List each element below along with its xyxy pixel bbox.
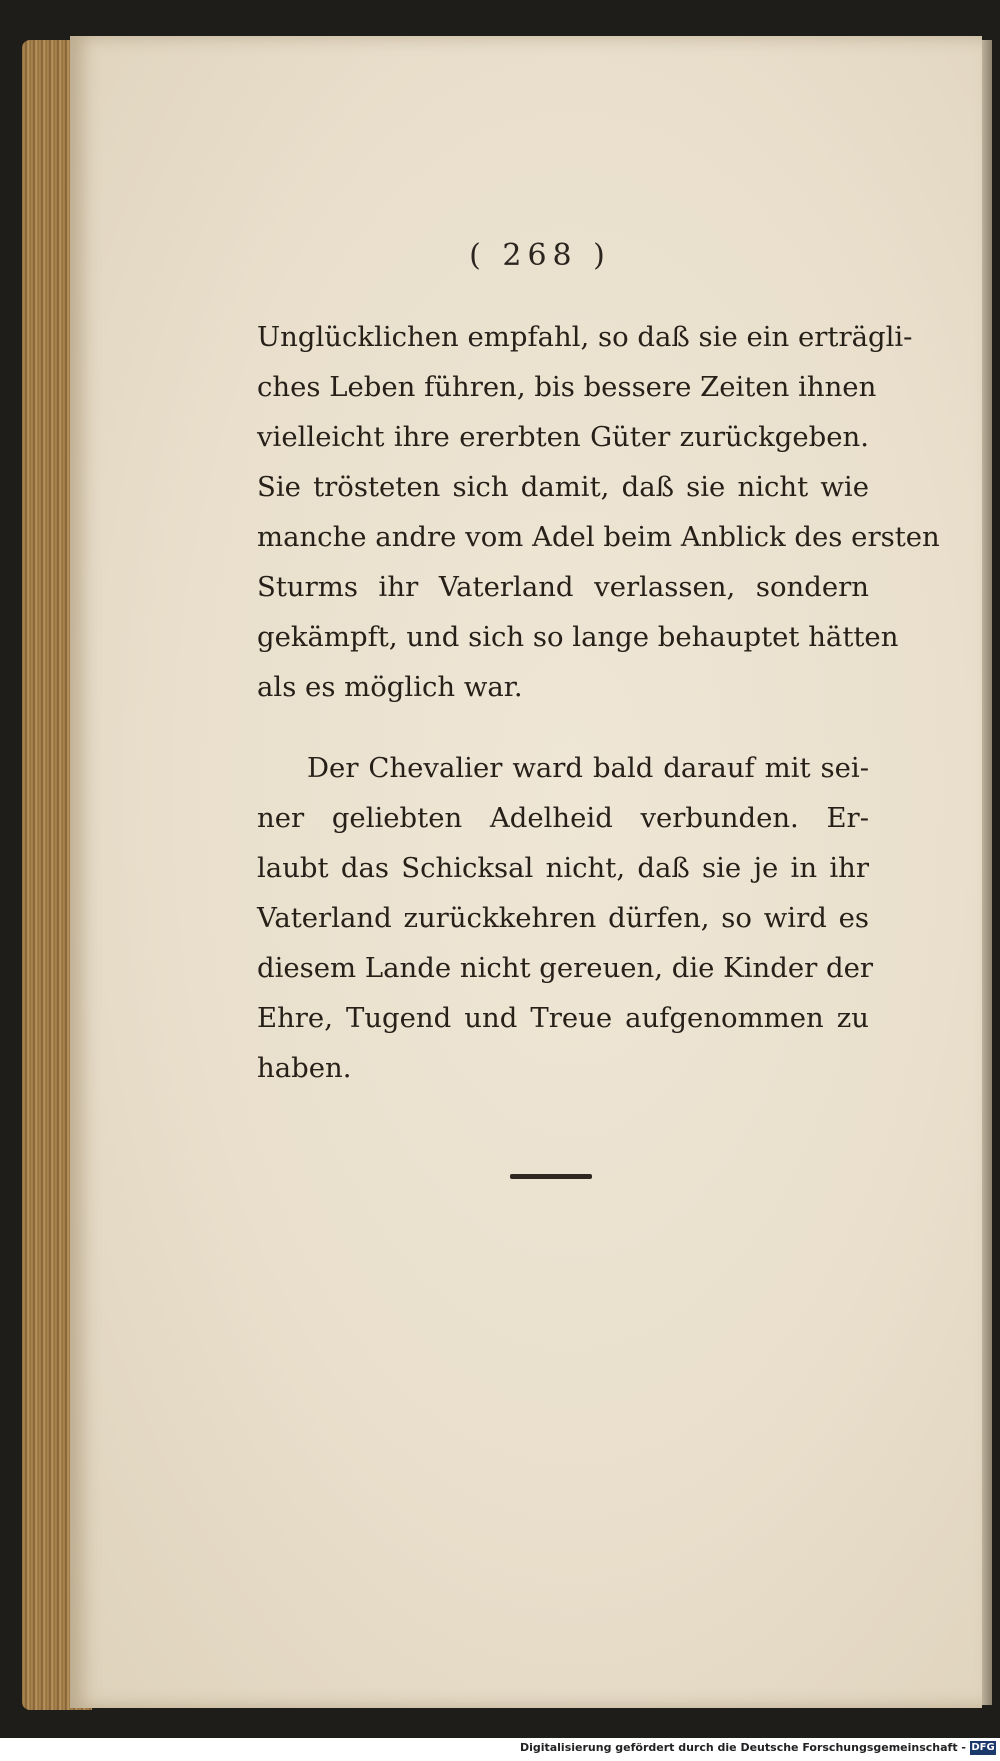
footer-bar [0,1738,1000,1761]
dfg-logo-icon: DFG [971,1742,995,1753]
text-line: Sturms ihr Vaterland verlassen, sondern [257,571,869,603]
text-line: Sie trösteten sich damit, daß sie nicht wie [257,471,869,503]
text-line: Vaterland zurückkehren dürfen, so wird es [257,902,869,934]
funding-credit: Digitalisierung gefördert durch die Deutsche Forschungsgemeinschaft - [519,1741,966,1754]
text-line: ches Leben führen, bis bessere Zeiten ihnen [257,371,877,403]
text-line: Unglücklichen empfahl, so daß sie ein erträgli- [257,321,913,353]
page-number: ( 268 ) [469,238,611,273]
end-rule [510,1174,592,1179]
text-line: manche andre vom Adel beim Anblick des ersten [257,521,940,553]
text-line: gekämpft, und sich so lange behauptet hätten [257,621,899,653]
text-line: laubt das Schicksal nicht, daß sie je in ihr [257,852,869,884]
text-line: ner geliebten Adelheid verbunden. Er- [257,802,869,834]
text-line: haben. [257,1052,352,1084]
text-line: diesem Lande nicht gereuen, die Kinder der [257,952,874,984]
text-line: Der Chevalier ward bald darauf mit sei- [307,752,869,784]
paragraph-2 [257,743,874,1093]
paragraph-1 [257,312,940,712]
text-line: Ehre, Tugend und Treue aufgenommen zu [257,1002,869,1034]
text-line: als es möglich war. [257,671,523,703]
text-line: vielleicht ihre ererbten Güter zurückgeben. [257,421,869,453]
